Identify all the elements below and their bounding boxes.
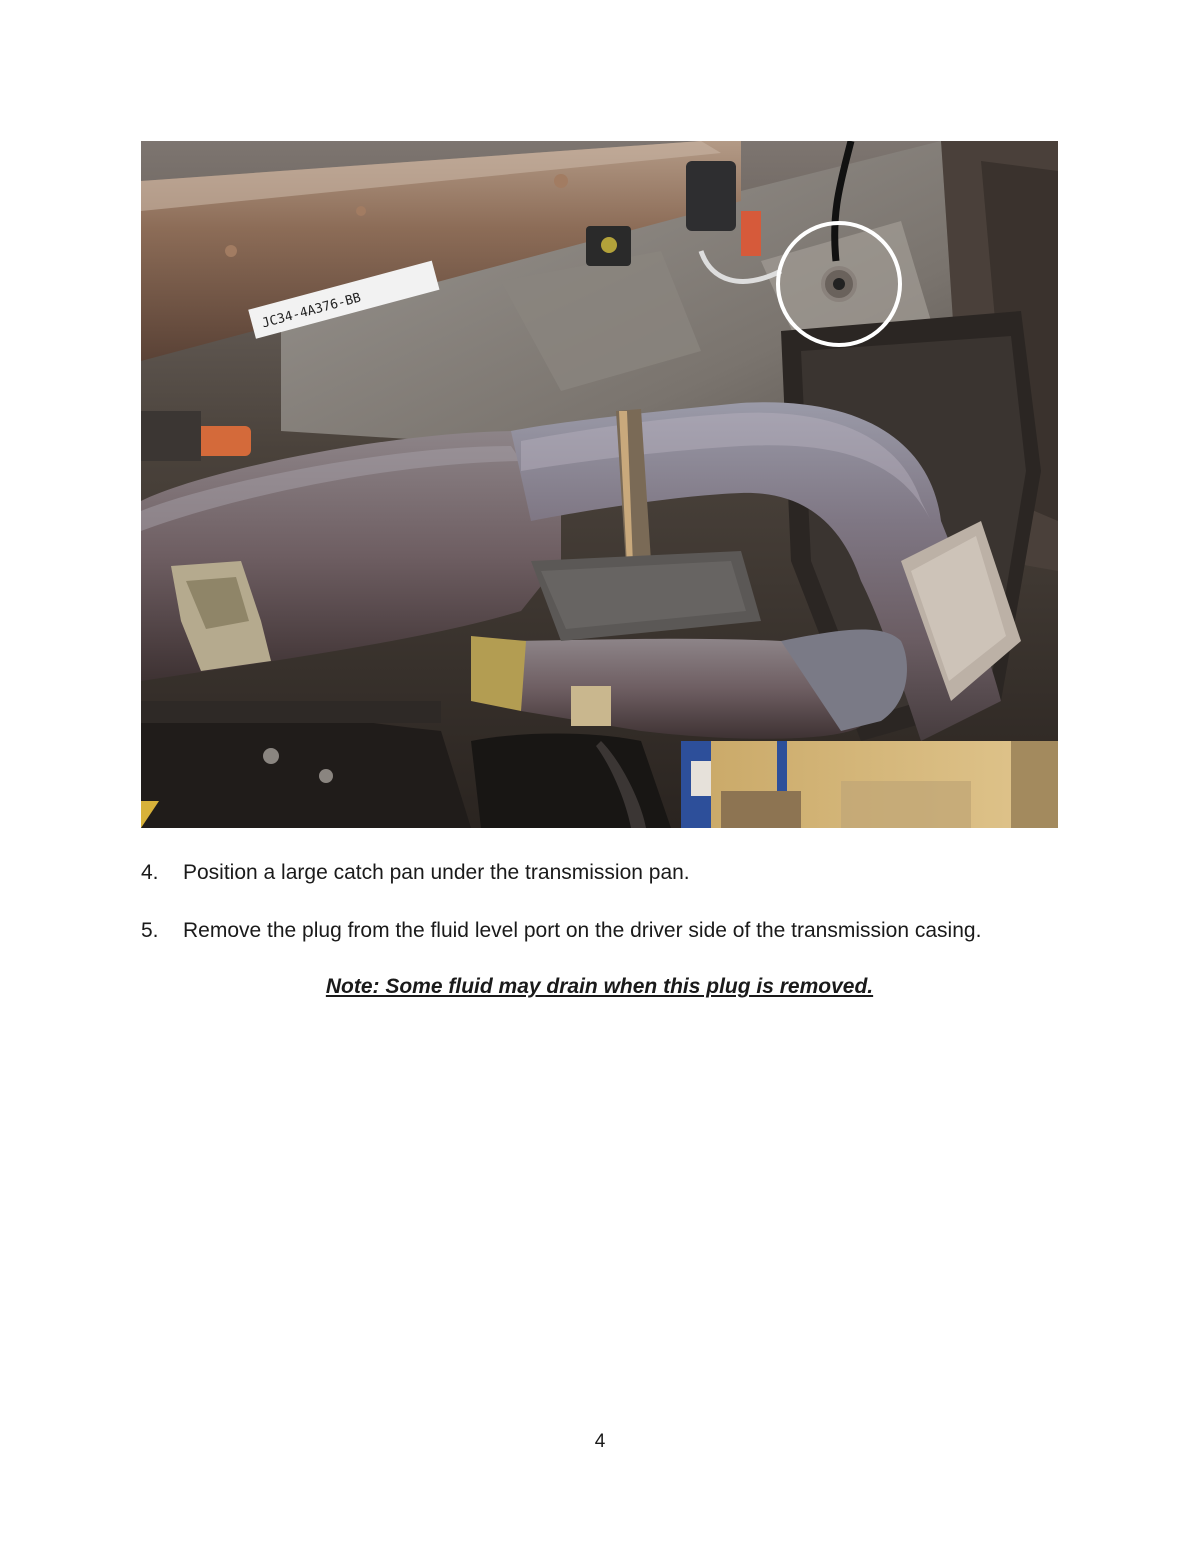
list-item bbox=[141, 914, 1058, 948]
step-number: 5. bbox=[141, 919, 159, 942]
page-number: 4 bbox=[594, 1431, 606, 1452]
warning-note: Note: Some fluid may drain when this plug is removed. bbox=[325, 975, 874, 998]
step-number: 4. bbox=[141, 861, 159, 884]
step-text: Position a large catch pan under the transmission pan. bbox=[183, 861, 690, 884]
step-text: Remove the plug from the fluid level port on the driver side of the transmission casing. bbox=[183, 919, 982, 942]
list-item bbox=[141, 856, 1058, 890]
photo-illustration bbox=[141, 141, 1058, 828]
instruction-steps bbox=[141, 856, 1058, 972]
pipe-label-text: JC34-4A376-BB bbox=[260, 290, 363, 332]
transmission-photo bbox=[141, 141, 1058, 828]
